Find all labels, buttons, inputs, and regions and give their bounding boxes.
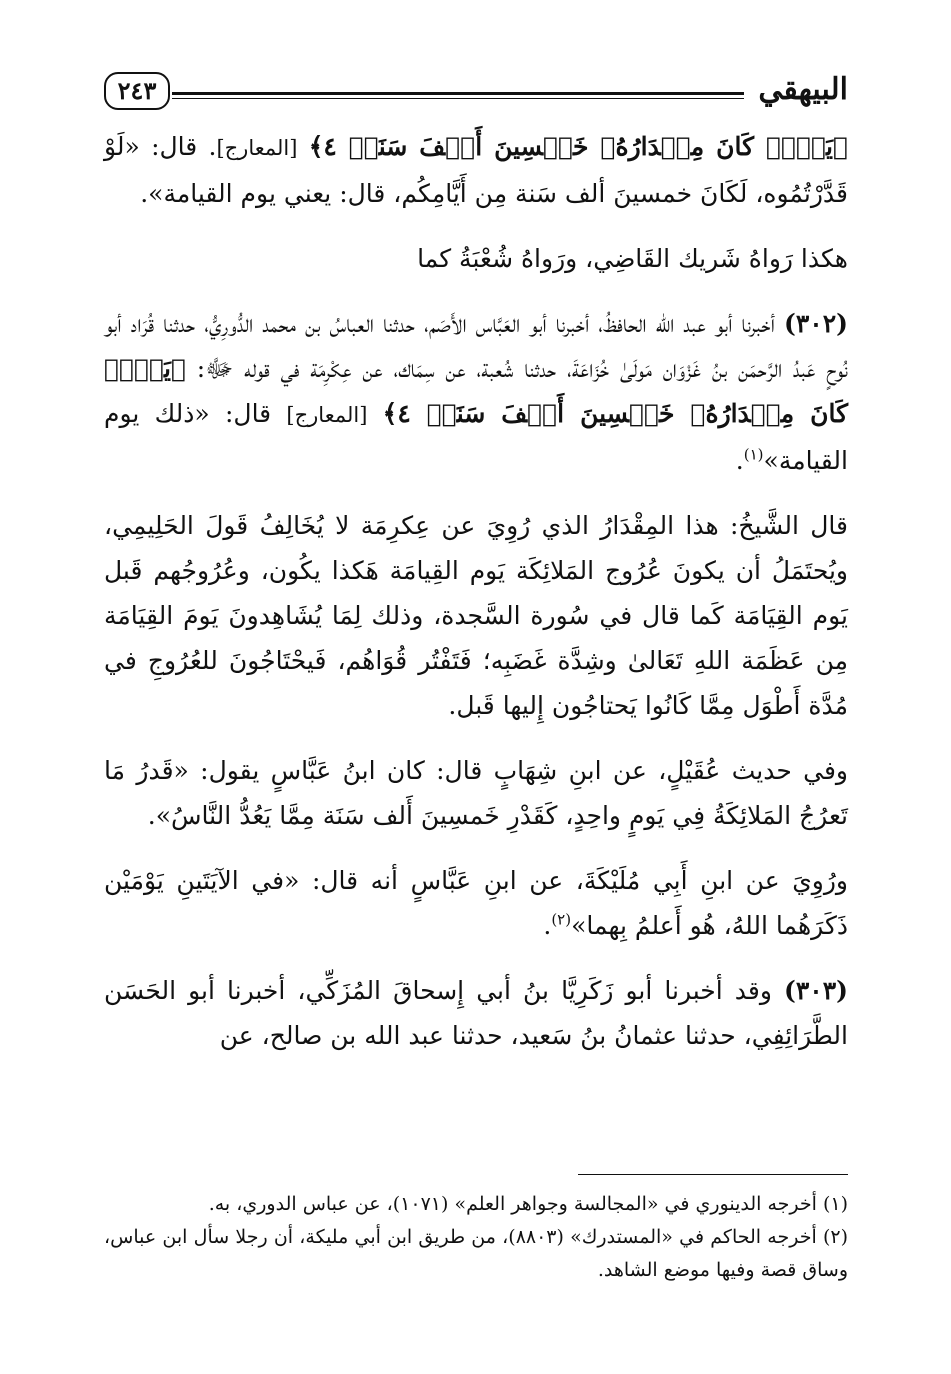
surah-reference: [المعارج] (286, 403, 368, 427)
paragraph-text: وقد أخبرنا أبو زَكَرِيَّا بنُ أبي إِسحاقَ المُزَكِّي، أخبرنا أبو الحَسَن الطَّرَائِفِي، حدثنا عثمانُ بنُ سَعيد، حدثنا عبد الله بن صالح، عن (104, 976, 848, 1050)
hadith-303 (104, 968, 848, 1058)
paragraph-text: هكذا رَواهُ شَريك القَاضِي، ورَواهُ شُعْبَةُ كما (417, 244, 848, 273)
paragraph-2 (104, 236, 848, 281)
footnote-mark: (١) (743, 445, 764, 464)
page-number: ٢٤٣ (104, 72, 170, 110)
paragraph-text: قال الشَّيخُ: هذا المِقْدَارُ الذي رُوِيَ عن عِكرِمَة لا يُخَالِفُ قَولَ الحَلِيمِي، ويُحتَمَلُ أن يكونَ عُرُوج المَلائِكَة يَوم القِيامَة هَكذا يكُون، وعُرُوجُهم قَبل يَوم القِيَامَة كَما قال في سُورة السَّجدة، وذلك لِمَا يُشَاهِدونَ يَومَ القِيَامَة مِن عَظَمَة اللهِ تَعَالىٰ وشِدَّة غَضَبِه؛ فَتَفْتُر قُوَاهُم، فَيحْتَاجُونَ للعُرُوجِ في مُدَّة أَطْوَل مِمَّا كَانُوا يَحتاجُون إِليها قَبل. (104, 511, 848, 720)
footnotes (104, 1188, 848, 1287)
quran-verse: ﴿يَوۡمٖ كَانَ مِقۡدَارُهُۥ خَمۡسِينَ أَلۡفَ سَنَةٖ ٤﴾ (308, 132, 848, 161)
paragraph-tail: قال: «ذلك يوم القيامة» (104, 399, 848, 475)
running-title: البيهقي (758, 72, 848, 107)
header-rule (172, 92, 744, 95)
paragraph-5 (104, 748, 848, 838)
main-text (104, 124, 848, 1078)
footnote-rule (578, 1174, 848, 1175)
header-rule-thin (172, 98, 744, 99)
paragraph-text: وفي حديث عُقَيْلٍ، عن ابنِ شِهَابٍ قال: كان ابنُ عَبَّاسٍ يقول: «قَدرُ مَا تَعرُجُ المَلائِكَةُ فِي يَومٍ واحِدٍ، كَقَدْرِ خَمسِينَ أَلف سَنَة مِمَّا يَعُدُّ النَّاسُ». (104, 756, 848, 830)
book-page (104, 62, 848, 1322)
surah-reference: [المعارج] (216, 136, 298, 160)
paragraph-4 (104, 503, 848, 728)
paragraph-text: ورُوِيَ عن ابنِ أَبِي مُلَيْكَةَ، عن ابنِ عَبَّاسٍ أنه قال: «في الآيَتَينِ يَوْمَيْن ذَكَرَهُما اللهُ، هُو أَعلمُ بِهما» (104, 866, 848, 940)
footnote-1: (١) أخرجه الدينوري في «المجالسة وجواهر العلم» (١٠٧١)، عن عباس الدوري، به. (208, 1193, 848, 1215)
footnote-2: (٢) أخرجه الحاكم في «المستدرك» (٨٨٠٣)، من طريق ابن أبي مليكة، أن رجلا سأل ابن عباس، وساق قصة وفيها موضع الشاهد. (104, 1226, 848, 1281)
paragraph-6: ورُوِيَ عن ابنِ أَبِي مُلَيْكَةَ، عن ابنِ عَبَّاسٍ أنه قال: «في الآيَتَينِ يَوْمَيْن ذَكَرَهُما اللهُ، هُو أَعلمُ بِهما»$^{(٢)}$. (104, 866, 848, 940)
hadith-number: (٣٠٣) (784, 976, 848, 1005)
footnote-mark: (٢) (551, 910, 572, 929)
paragraph-1 (104, 124, 848, 216)
page-header (104, 62, 848, 122)
quran-verse: ﴿يَوۡمٖ كَانَ مِقۡدَارُهُۥ خَمۡسِينَ أَلۡفَ سَنَةٖ ٤﴾ (104, 354, 849, 428)
paragraph-text: . قال: «لَوْ قَدَّرْتُمُوه، لَكَانَ خمسينَ ألف سَنة مِن أَيَّامِكُم، قال: يعني يوم القيامة». (104, 132, 848, 208)
paragraph-text: أخبرنا أبو عبد الله الحافظُ، أخبرنا أبو العَبَّاس الأَصَم، حدثنا العباسُ بن محمد الدُّورِيُّ، حدثنا قُرَاد أبو نُوحٍ عَبدُ الرَّحمَن بنُ غَزْوَان مَولَىٰ خُزَاعَةَ، حدثنا شُعبة، عن سِمَاك، عن عِكْرِمَة في قوله ﷻ: (104, 309, 848, 383)
hadith-302: (٣٠٢) أخبرنا أبو عبد الله الحافظُ، أخبرنا أبو العَبَّاس الأَصَم، حدثنا العباسُ بن محمد الدُّورِيُّ، حدثنا قُرَاد أبو نُوحٍ عَبدُ الرَّحمَن بنُ غَزْوَان مَولَىٰ خُزَاعَةَ، حدثنا شُعبة، عن سِمَاك، عن عِكْرِمَة في قوله ﷻ: ﴿يَوۡمٖ كَانَ مِقۡدَارُهُۥ خَمۡسِينَ أَلۡفَ سَنَةٖ ٤﴾ [المعارج] قال: «ذلك يوم القيامة»$^{(١)}$. (104, 309, 849, 475)
hadith-number: (٣٠٢) (784, 309, 848, 338)
